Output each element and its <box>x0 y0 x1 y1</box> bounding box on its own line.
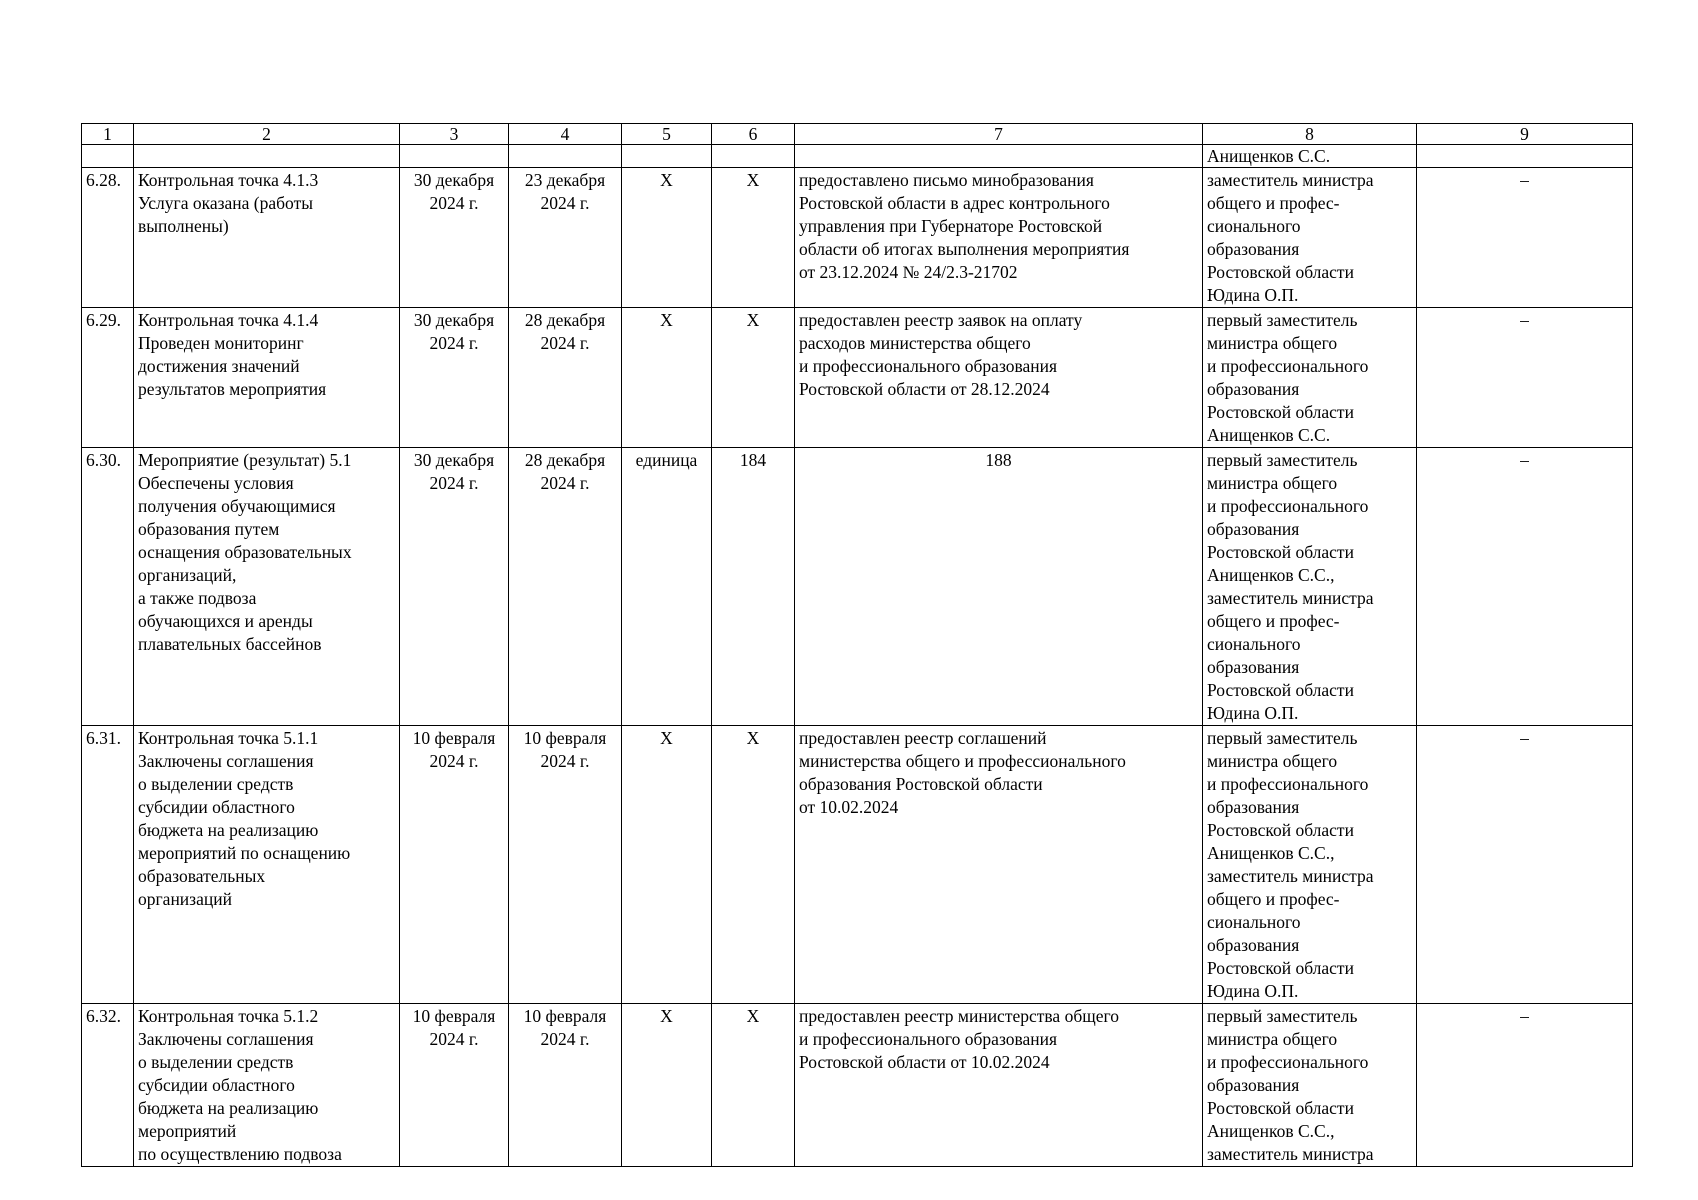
result-cell: 188 <box>795 448 1203 726</box>
column-number: 6 <box>712 124 795 145</box>
note-cell: – <box>1417 168 1633 308</box>
unit-cell: единица <box>622 448 712 726</box>
note-cell: – <box>1417 308 1633 448</box>
table-cell <box>795 145 1203 168</box>
plan-value-cell: Х <box>712 308 795 448</box>
report-table <box>81 123 1633 1167</box>
fact-date-cell: 10 февраля 2024 г. <box>509 1004 622 1167</box>
column-number: 8 <box>1203 124 1417 145</box>
responsible-cell: заместитель министра общего и профес- сионального образования Ростовской области Юдина О.П. <box>1203 168 1417 308</box>
table-row <box>82 168 1633 308</box>
table-cell <box>82 145 134 168</box>
plan-date-cell: 30 декабря 2024 г. <box>400 448 509 726</box>
continuation-row <box>82 145 1633 168</box>
plan-date-cell: 10 февраля 2024 г. <box>400 726 509 1004</box>
column-number: 7 <box>795 124 1203 145</box>
table-cell <box>1417 145 1633 168</box>
plan-date-cell: 30 декабря 2024 г. <box>400 308 509 448</box>
note-cell: – <box>1417 448 1633 726</box>
plan-value-cell: Х <box>712 726 795 1004</box>
unit-cell: Х <box>622 308 712 448</box>
note-cell: – <box>1417 726 1633 1004</box>
column-number: 4 <box>509 124 622 145</box>
responsible-cell: первый заместитель министра общего и профессионального образования Ростовской области Анищенков С.С., заместитель министра <box>1203 1004 1417 1167</box>
table-row <box>82 1004 1633 1167</box>
table-row <box>82 308 1633 448</box>
event-name-cell: Контрольная точка 4.1.3 Услуга оказана (работы выполнены) <box>134 168 400 308</box>
unit-cell: Х <box>622 1004 712 1167</box>
event-name-cell: Мероприятие (результат) 5.1 Обеспечены условия получения обучающимися образования путем оснащения образовательных организаций, а также подвоза обучающихся и аренды плавательных бассейнов <box>134 448 400 726</box>
event-name-cell: Контрольная точка 5.1.1 Заключены соглашения о выделении средств субсидии областного бюджета на реализацию мероприятий по оснащению образовательных организаций <box>134 726 400 1004</box>
table-cell <box>134 145 400 168</box>
fact-date-cell: 28 декабря 2024 г. <box>509 448 622 726</box>
table-row <box>82 726 1633 1004</box>
row-number: 6.30. <box>82 448 134 726</box>
unit-cell: Х <box>622 726 712 1004</box>
table-cell <box>509 145 622 168</box>
row-number: 6.32. <box>82 1004 134 1167</box>
plan-date-cell: 30 декабря 2024 г. <box>400 168 509 308</box>
column-number: 1 <box>82 124 134 145</box>
table-cell <box>400 145 509 168</box>
note-cell: – <box>1417 1004 1633 1167</box>
result-cell: предоставлено письмо минобразования Ростовской области в адрес контрольного управления при Губернаторе Ростовской области об итогах выполнения мероприятия от 23.12.2024 № 24/2.3-21702 <box>795 168 1203 308</box>
plan-date-cell: 10 февраля 2024 г. <box>400 1004 509 1167</box>
table-cell <box>712 145 795 168</box>
result-cell: предоставлен реестр соглашений министерства общего и профессионального образования Ростовской области от 10.02.2024 <box>795 726 1203 1004</box>
fact-date-cell: 10 февраля 2024 г. <box>509 726 622 1004</box>
row-number: 6.28. <box>82 168 134 308</box>
column-number: 5 <box>622 124 712 145</box>
fact-date-cell: 28 декабря 2024 г. <box>509 308 622 448</box>
responsible-cell: Анищенков С.С. <box>1203 145 1417 168</box>
plan-value-cell: 184 <box>712 448 795 726</box>
table-row <box>82 448 1633 726</box>
plan-value-cell: Х <box>712 168 795 308</box>
result-cell: предоставлен реестр министерства общего и профессионального образования Ростовской области от 10.02.2024 <box>795 1004 1203 1167</box>
event-name-cell: Контрольная точка 5.1.2 Заключены соглашения о выделении средств субсидии областного бюджета на реализацию мероприятий по осуществлению подвоза <box>134 1004 400 1167</box>
column-number: 3 <box>400 124 509 145</box>
unit-cell: Х <box>622 168 712 308</box>
event-name-cell: Контрольная точка 4.1.4 Проведен мониторинг достижения значений результатов мероприятия <box>134 308 400 448</box>
column-number-row <box>82 124 1633 145</box>
plan-value-cell: Х <box>712 1004 795 1167</box>
row-number: 6.31. <box>82 726 134 1004</box>
fact-date-cell: 23 декабря 2024 г. <box>509 168 622 308</box>
responsible-cell: первый заместитель министра общего и профессионального образования Ростовской области Анищенков С.С., заместитель министра общего и профес- сионального образования Ростовской области Юдина О.П. <box>1203 448 1417 726</box>
column-number: 9 <box>1417 124 1633 145</box>
result-cell: предоставлен реестр заявок на оплату расходов министерства общего и профессионального образования Ростовской области от 28.12.2024 <box>795 308 1203 448</box>
responsible-cell: первый заместитель министра общего и профессионального образования Ростовской области Анищенков С.С. <box>1203 308 1417 448</box>
row-number: 6.29. <box>82 308 134 448</box>
table-cell <box>622 145 712 168</box>
column-number: 2 <box>134 124 400 145</box>
responsible-cell: первый заместитель министра общего и профессионального образования Ростовской области Анищенков С.С., заместитель министра общего и профес- сионального образования Ростовской области Юдина О.П. <box>1203 726 1417 1004</box>
